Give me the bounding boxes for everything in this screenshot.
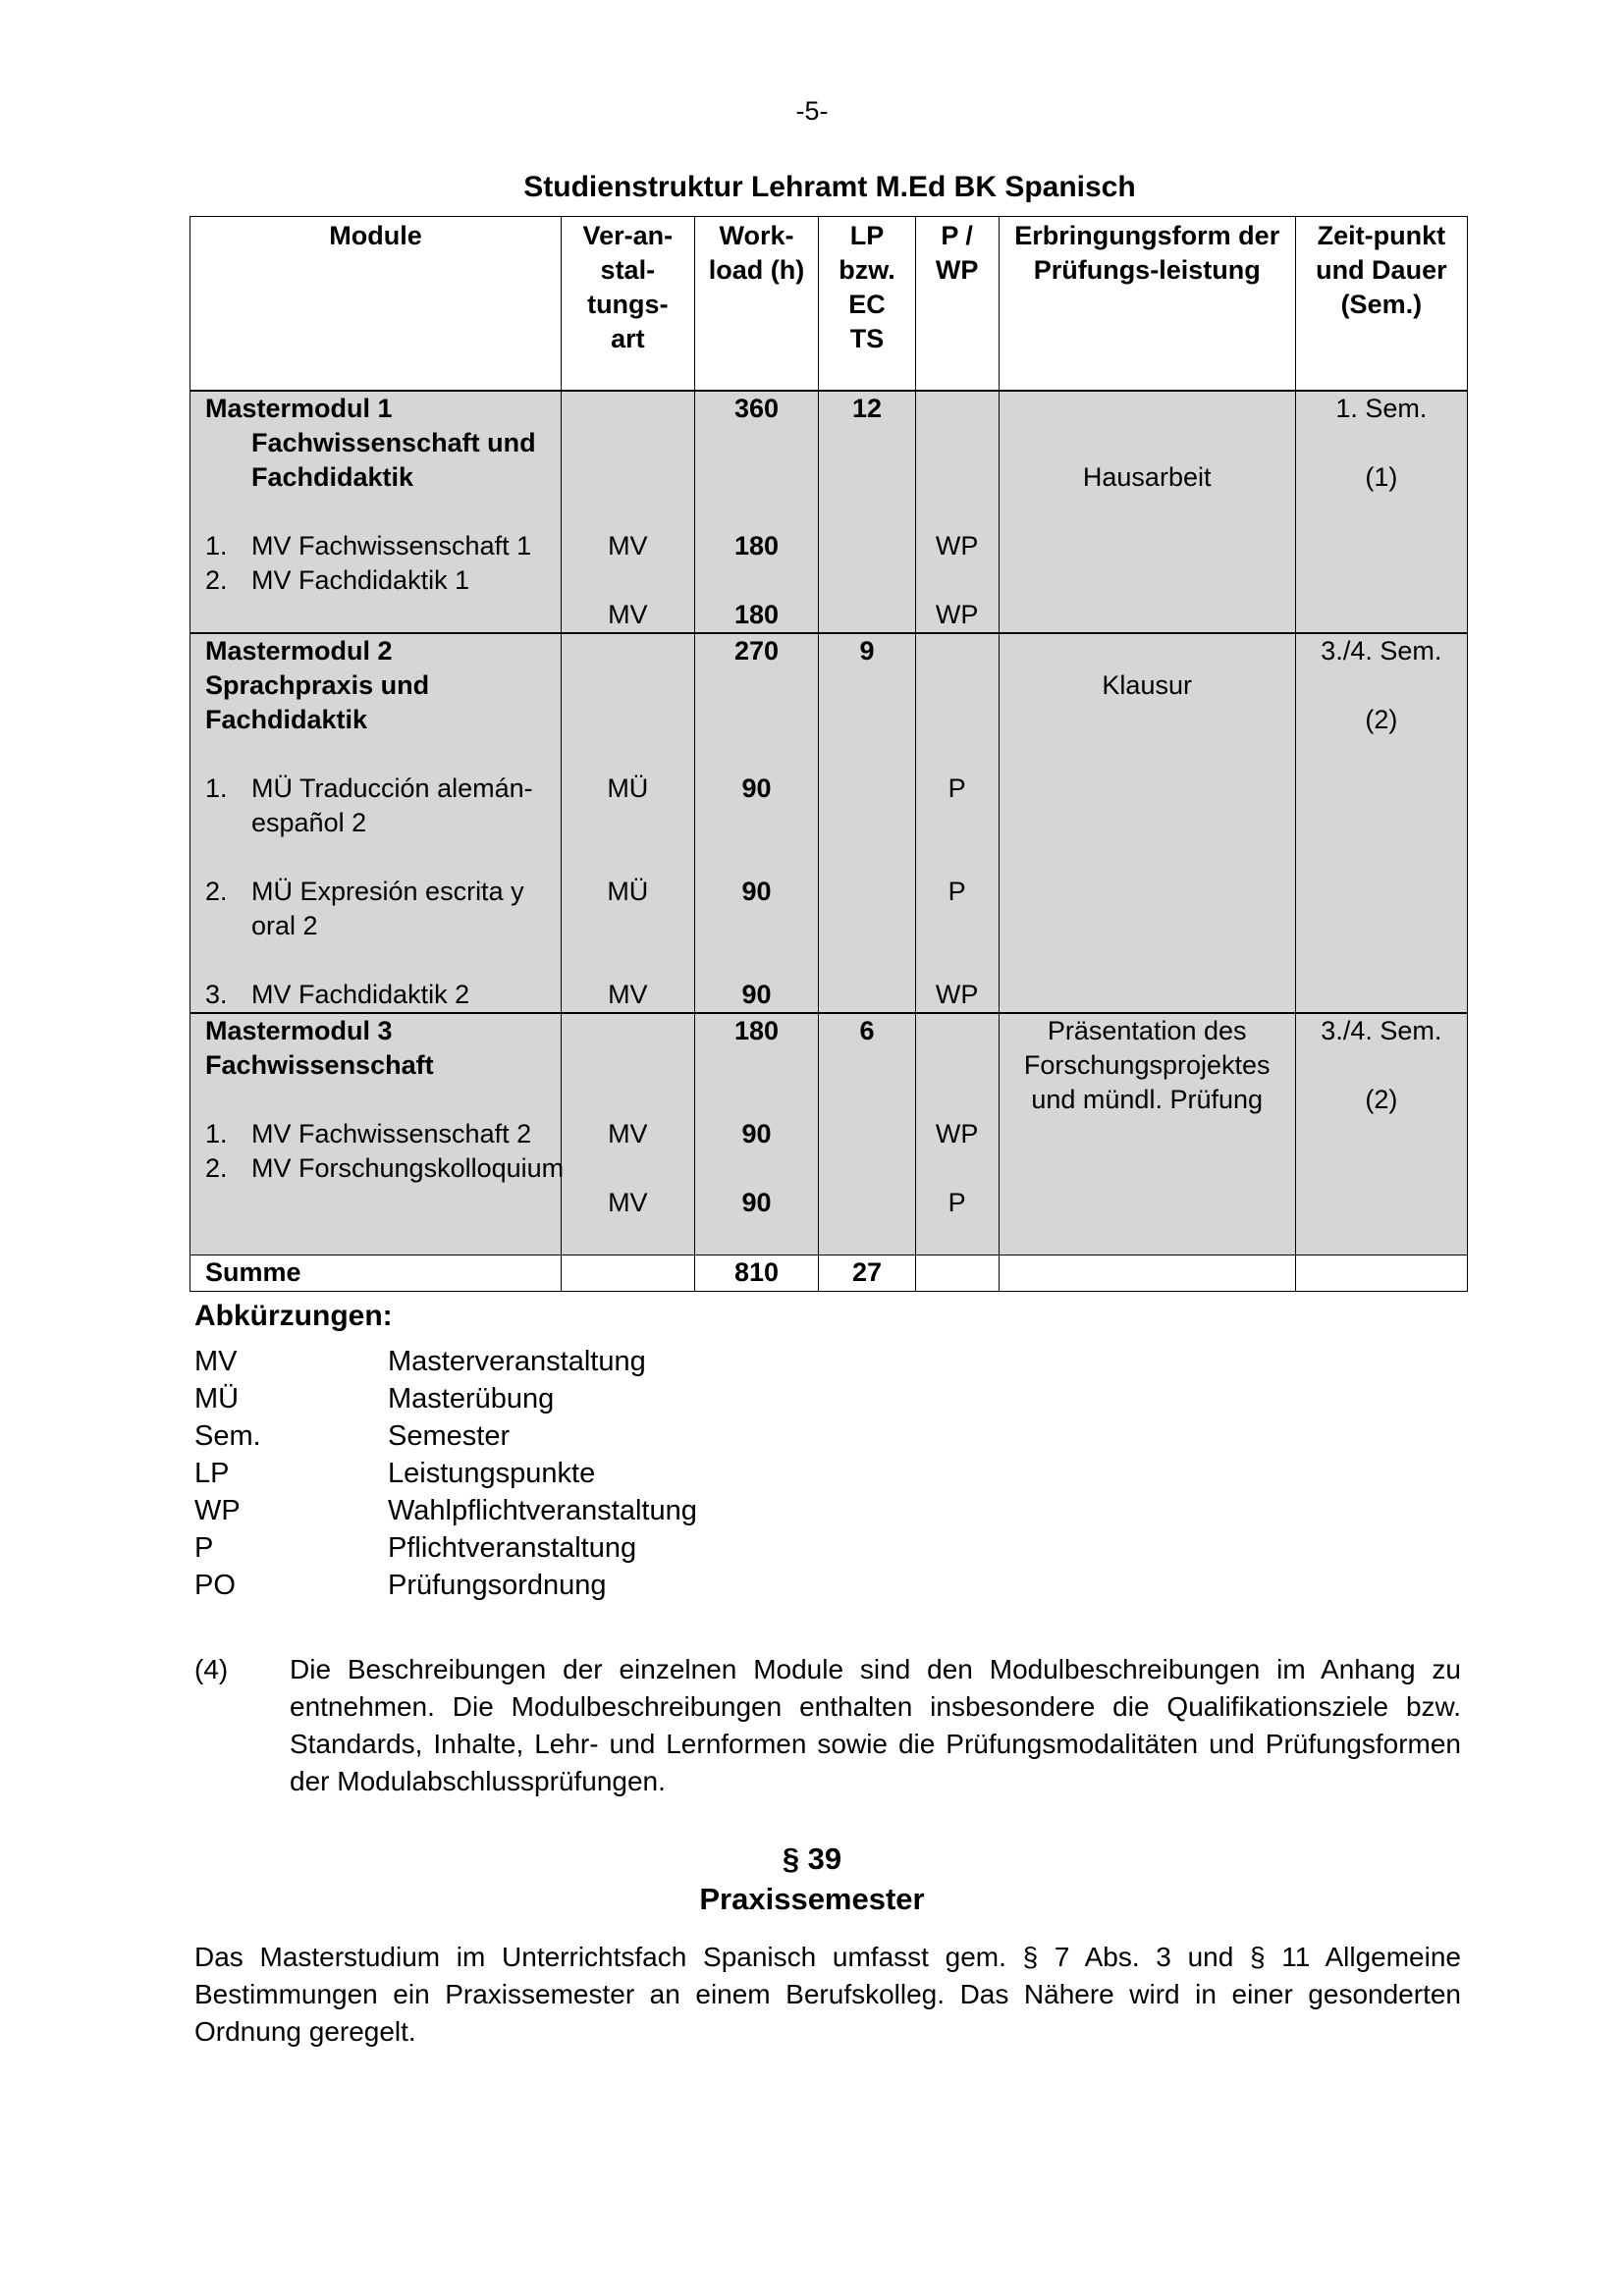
module-1-pwp: WP WP [915,391,999,633]
module-2-lp: 9 [819,633,915,1013]
abbreviation-item: MÜ Masterübung [194,1383,555,1415]
header-workload: Work- load (h) [694,217,819,392]
abbreviation-item: MV Masterveranstaltung [194,1346,646,1377]
module-1-lp: 12 [819,391,915,633]
module-3-form: Präsentation des Forschungsprojektes und mündl. Prüfung [999,1013,1295,1255]
paragraph-number: (4) [194,1654,229,1684]
header-zeit: Zeit-punkt und Dauer (Sem.) [1295,217,1467,392]
module-2-zeit: 3./4. Sem. (2) [1295,633,1467,1013]
header-form: Erbringungsform der Prüfungs-leistung [999,217,1295,392]
abbreviation-item: P Pflichtveranstaltung [194,1532,637,1564]
module-3-lp: 6 [819,1013,915,1255]
page-number: -5- [795,96,829,126]
abbreviation-list [194,1343,697,1604]
module-3-pwp: WP P [915,1013,999,1255]
module-3-art: MV MV [561,1013,694,1255]
module-2-workload: 270 90 90 90 [694,633,819,1013]
paragraph-4 [194,1651,1461,1800]
sum-row [190,1255,1468,1292]
praxissemester-paragraph: Das Masterstudium im Unterrichtsfach Spanisch umfasst gem. § 7 Abs. 3 und § 11 Allgemeine Bestimmungen ein Praxissemester an einem Berufskolleg. Das Nähere wird in einer gesonderten Ordnung geregelt. [194,1942,1461,2047]
module-2-cell: Mastermodul 2 Sprachpraxis und Fachdidaktik 1. MÜ Traducción alemán- español 2 2. MÜ Expresión escrita y oral 2 3. MV Fachdidaktik 2 [190,633,562,1013]
table-title: Studienstruktur Lehramt M.Ed BK Spanisch [523,171,1136,203]
module-1-form: Hausarbeit [999,391,1295,633]
module-1-art: MV MV [561,391,694,633]
module-2-pwp: P P WP [915,633,999,1013]
paragraph-4-text: Die Beschreibungen der einzelnen Module sind den Modulbeschreibungen im Anhang zu entnehmen. Die Modulbeschreibungen enthalten insbesondere die Qualifikationsziele bzw. Standards, Inhalte, Lehr- und Lernformen sowie die Prüfungsmodalitäten und Prüfungsformen der Modulabschlussprüfungen. [290,1654,1461,1796]
header-art: Ver-an- stal- tungs- art [561,217,694,392]
section-number: § 39 [782,1842,842,1876]
module-table [189,216,1468,1292]
module-3-cell: Mastermodul 3 Fachwissenschaft 1. MV Fachwissenschaft 2 2. MV Forschungskolloquium [190,1013,562,1255]
section-title: Praxissemester [699,1882,925,1916]
sum-label: Summe [190,1255,562,1292]
module-1-zeit: 1. Sem. (1) [1295,391,1467,633]
module-1-workload: 360 180 180 [694,391,819,633]
abbreviation-item: LP Leistungspunkte [194,1458,596,1489]
abbreviations-heading: Abkürzungen: [194,1300,393,1332]
header-module: Module [190,217,562,392]
module-row-2 [190,633,1468,1013]
module-row-3 [190,1013,1468,1255]
sum-lp: 27 [819,1255,915,1292]
module-row-1 [190,391,1468,633]
module-2-form: Klausur [999,633,1295,1013]
module-3-workload: 180 90 90 [694,1013,819,1255]
module-1-cell: Mastermodul 1 Fachwissenschaft und Fachdidaktik 1. MV Fachwissenschaft 1 2. MV Fachdidaktik 1 [190,391,562,633]
abbreviation-item: PO Prüfungsordnung [194,1570,607,1601]
module-3-zeit: 3./4. Sem. (2) [1295,1013,1467,1255]
sum-workload: 810 [694,1255,819,1292]
header-lp: LP bzw. EC TS [819,217,915,392]
header-pwp: P / WP [915,217,999,392]
abbreviation-item: Sem. Semester [194,1420,511,1452]
abbreviation-item: WP Wahlpflichtveranstaltung [194,1495,697,1526]
module-2-art: MÜ MÜ MV [561,633,694,1013]
table-header-row [190,217,1468,392]
